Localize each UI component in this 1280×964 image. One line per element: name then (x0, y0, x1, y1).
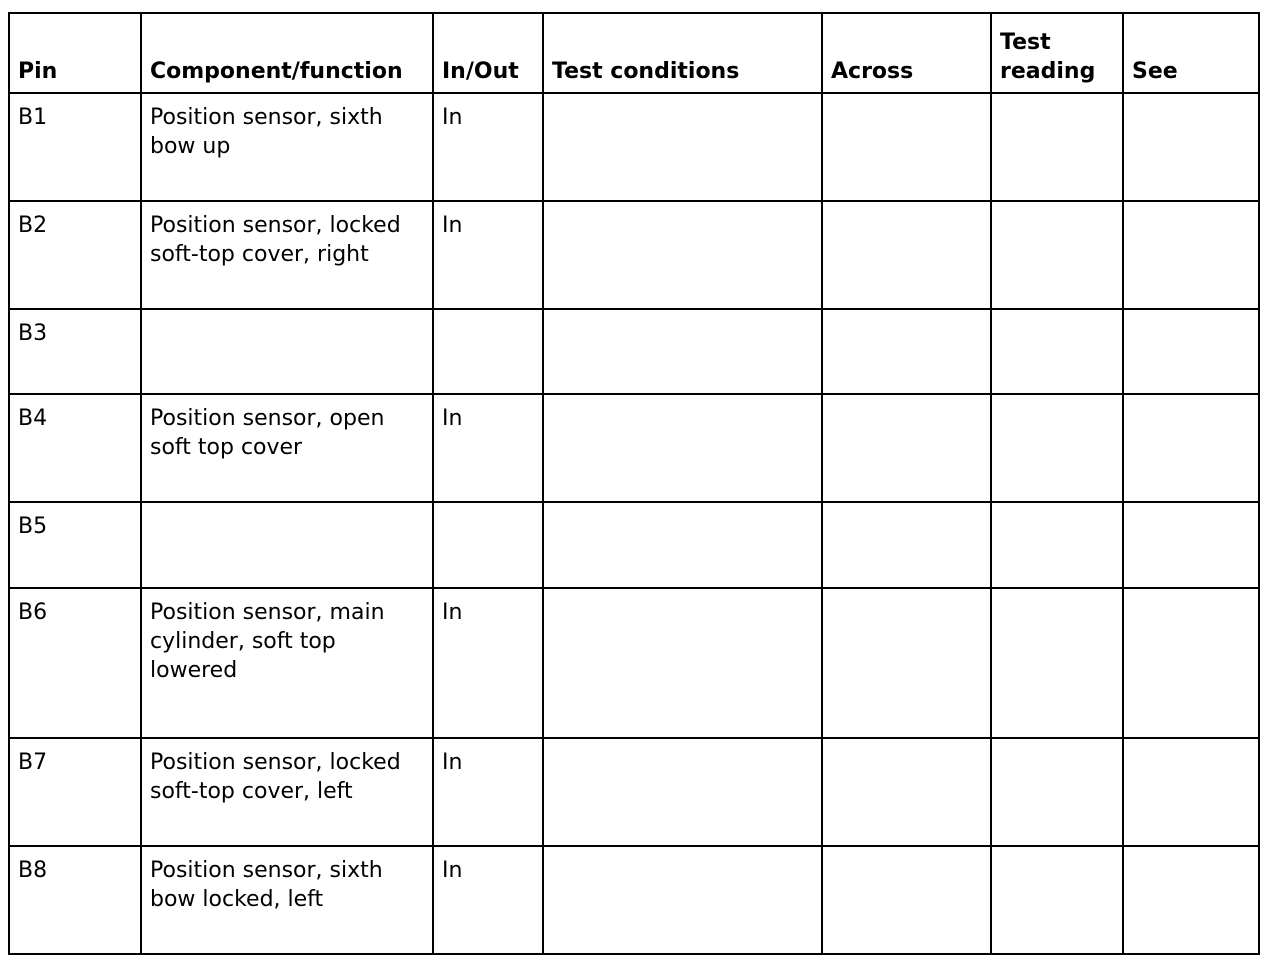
cell-inout: In (433, 738, 543, 846)
cell-conditions (543, 588, 822, 738)
cell-across (822, 846, 991, 954)
cell-see (1123, 309, 1259, 394)
cell-pin: B7 (9, 738, 141, 846)
cell-component: Position sensor, sixth bow up (141, 93, 433, 201)
header-see: See (1123, 13, 1259, 93)
cell-inout: In (433, 394, 543, 502)
table-row (9, 309, 1259, 394)
cell-reading (991, 93, 1123, 201)
cell-inout: In (433, 93, 543, 201)
cell-across (822, 309, 991, 394)
cell-pin: B2 (9, 201, 141, 309)
cell-pin: B8 (9, 846, 141, 954)
cell-across (822, 394, 991, 502)
cell-conditions (543, 502, 822, 588)
cell-across (822, 93, 991, 201)
table-row (9, 738, 1259, 846)
table-row (9, 588, 1259, 738)
cell-conditions (543, 738, 822, 846)
cell-reading (991, 201, 1123, 309)
cell-reading (991, 846, 1123, 954)
header-component: Component/function (141, 13, 433, 93)
header-row (9, 13, 1259, 93)
cell-component: Position sensor, locked soft-top cover, left (141, 738, 433, 846)
header-inout: In/Out (433, 13, 543, 93)
table-row (9, 846, 1259, 954)
cell-across (822, 738, 991, 846)
cell-reading (991, 588, 1123, 738)
cell-across (822, 502, 991, 588)
cell-pin: B4 (9, 394, 141, 502)
cell-pin: B6 (9, 588, 141, 738)
table-row (9, 93, 1259, 201)
table-row (9, 502, 1259, 588)
cell-conditions (543, 201, 822, 309)
header-across: Across (822, 13, 991, 93)
cell-conditions (543, 394, 822, 502)
cell-see (1123, 502, 1259, 588)
cell-component: Position sensor, open soft top cover (141, 394, 433, 502)
cell-pin: B5 (9, 502, 141, 588)
cell-component: Position sensor, sixth bow locked, left (141, 846, 433, 954)
cell-see (1123, 738, 1259, 846)
cell-pin: B1 (9, 93, 141, 201)
table-row (9, 201, 1259, 309)
cell-reading (991, 394, 1123, 502)
cell-inout (433, 309, 543, 394)
cell-see (1123, 93, 1259, 201)
header-pin: Pin (9, 13, 141, 93)
pin-table (8, 12, 1260, 955)
cell-component: Position sensor, locked soft-top cover, right (141, 201, 433, 309)
table-row (9, 394, 1259, 502)
cell-component: Position sensor, main cylinder, soft top lowered (141, 588, 433, 738)
cell-see (1123, 201, 1259, 309)
cell-reading (991, 738, 1123, 846)
cell-see (1123, 394, 1259, 502)
cell-component (141, 502, 433, 588)
cell-across (822, 201, 991, 309)
cell-conditions (543, 93, 822, 201)
cell-inout (433, 502, 543, 588)
cell-component (141, 309, 433, 394)
cell-inout: In (433, 588, 543, 738)
cell-reading (991, 502, 1123, 588)
cell-inout: In (433, 846, 543, 954)
header-reading: Test reading (991, 13, 1123, 93)
cell-inout: In (433, 201, 543, 309)
cell-across (822, 588, 991, 738)
cell-see (1123, 588, 1259, 738)
cell-reading (991, 309, 1123, 394)
cell-see (1123, 846, 1259, 954)
cell-conditions (543, 309, 822, 394)
header-conditions: Test conditions (543, 13, 822, 93)
cell-conditions (543, 846, 822, 954)
cell-pin: B3 (9, 309, 141, 394)
